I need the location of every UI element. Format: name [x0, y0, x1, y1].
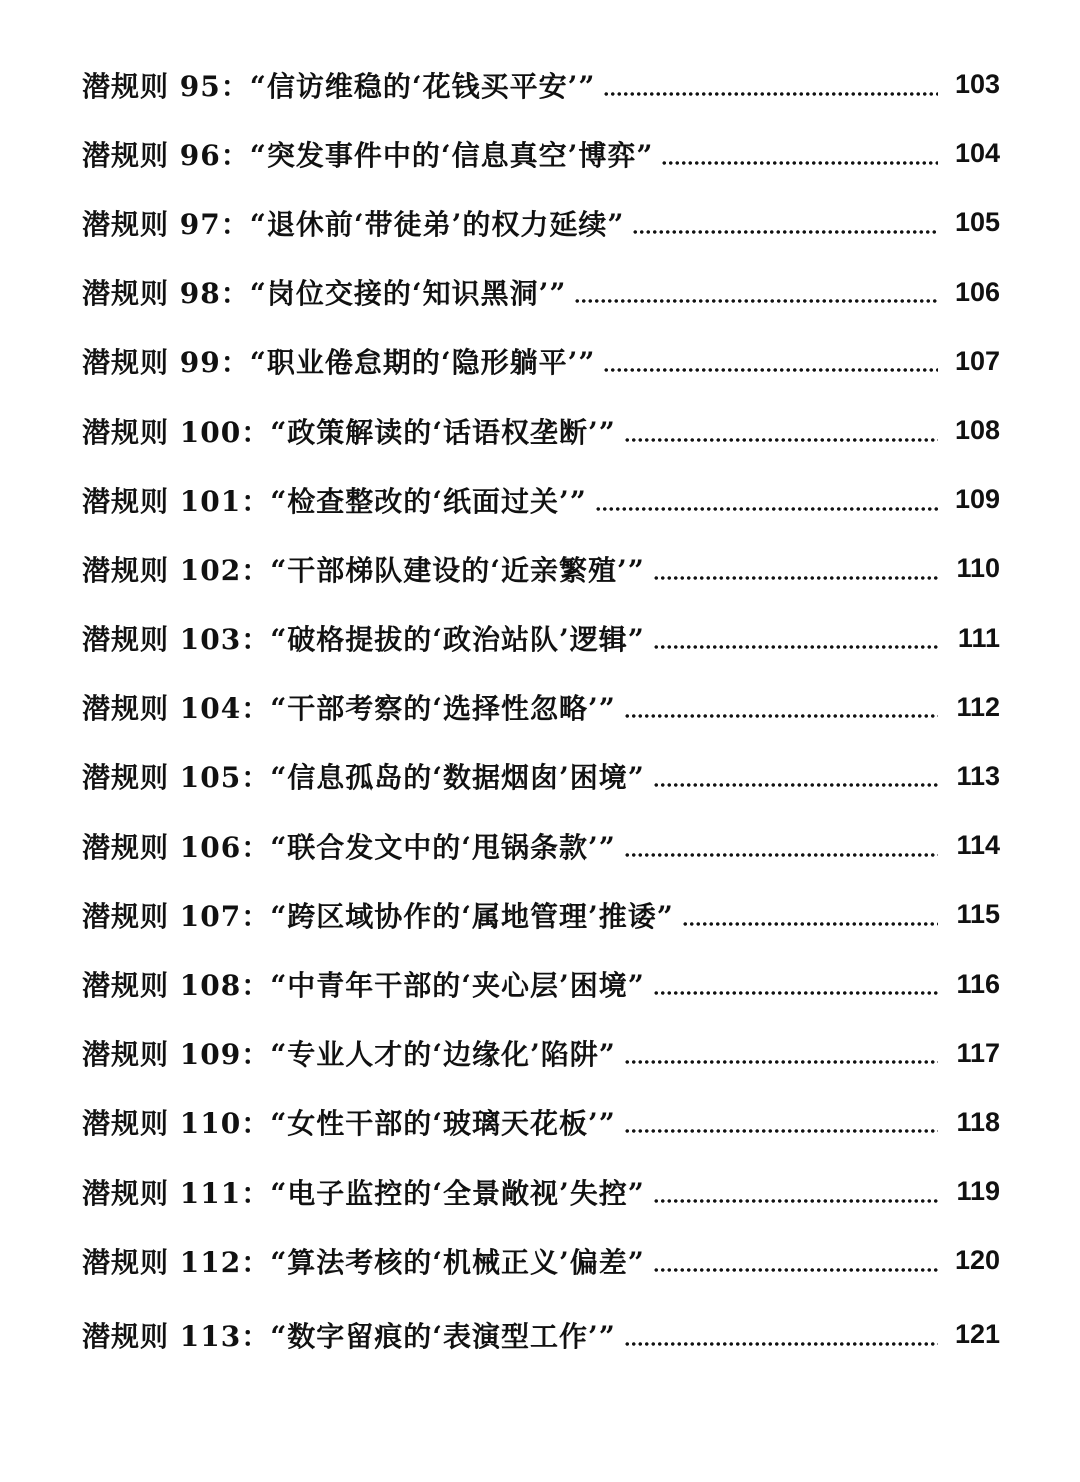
- toc-entry: [82, 604, 1000, 673]
- toc-entry-page: 120: [954, 1245, 1000, 1276]
- dot-leader: [624, 1342, 938, 1346]
- toc-entry: [82, 673, 1000, 742]
- dot-leader: [603, 92, 938, 96]
- toc-entry-page: 117: [956, 1037, 1000, 1068]
- table-of-contents: [82, 50, 1000, 1370]
- toc-entry: [82, 742, 1000, 811]
- dot-leader: [624, 714, 938, 718]
- toc-entry: [82, 396, 1000, 465]
- toc-entry-title: 潜规则 111：“电子监控的‘全景敞视’失控”: [82, 1176, 645, 1210]
- toc-entry-page: 115: [956, 899, 1000, 930]
- toc-entry: [82, 50, 1000, 119]
- toc-entry-page: 113: [956, 760, 1000, 791]
- dot-leader: [624, 853, 938, 857]
- toc-entry-title: 潜规则 109：“专业人才的‘边缘化’陷阱”: [82, 1038, 616, 1072]
- toc-entry: [82, 1157, 1000, 1226]
- dot-leader: [603, 368, 938, 372]
- dot-leader: [624, 1129, 938, 1133]
- dot-leader: [661, 161, 938, 165]
- dot-leader: [653, 991, 938, 995]
- toc-entry-title: 潜规则 95：“信访维稳的‘花钱买平安’”: [82, 69, 596, 103]
- dot-leader: [653, 1268, 938, 1272]
- toc-entry-page: 109: [954, 484, 1000, 515]
- dot-leader: [624, 1060, 938, 1064]
- toc-entry-title: 潜规则 104：“干部考察的‘选择性忽略’”: [82, 692, 616, 726]
- toc-entry-page: 112: [956, 691, 1000, 722]
- toc-entry-title: 潜规则 101：“检查整改的‘纸面过关’”: [82, 484, 587, 518]
- toc-entry-page: 107: [954, 345, 1000, 376]
- dot-leader: [574, 299, 938, 303]
- toc-entry-page: 118: [956, 1106, 1000, 1137]
- toc-entry-title: 潜规则 108：“中青年干部的‘夹心层’困境”: [82, 969, 645, 1003]
- dot-leader: [595, 507, 938, 511]
- dot-leader: [653, 783, 938, 787]
- toc-entry: [82, 1226, 1000, 1295]
- dot-leader: [632, 230, 938, 234]
- toc-entry: [82, 1300, 1000, 1369]
- toc-entry-title: 潜规则 110：“女性干部的‘玻璃天花板’”: [82, 1107, 616, 1141]
- toc-entry-title: 潜规则 112：“算法考核的‘机械正义’偏差”: [82, 1245, 645, 1279]
- toc-entry-title: 潜规则 103：“破格提拔的‘政治站队’逻辑”: [82, 623, 645, 657]
- toc-entry-page: 104: [954, 138, 1000, 169]
- toc-entry-page: 105: [954, 207, 1000, 238]
- toc-entry-title: 潜规则 98：“岗位交接的‘知识黑洞’”: [82, 277, 567, 311]
- toc-entry-page: 103: [954, 69, 1000, 100]
- toc-entry-title: 潜规则 102：“干部梯队建设的‘近亲繁殖’”: [82, 553, 645, 587]
- toc-entry: [82, 1088, 1000, 1157]
- toc-entry-title: 潜规则 105：“信息孤岛的‘数据烟囱’困境”: [82, 761, 645, 795]
- dot-leader: [653, 1199, 938, 1203]
- dot-leader: [653, 576, 938, 580]
- toc-entry-title: 潜规则 107：“跨区域协作的‘属地管理’推诿”: [82, 899, 674, 933]
- toc-entry-page: 110: [956, 553, 1000, 584]
- toc-entry-title: 潜规则 97：“退休前‘带徒弟’的权力延续”: [82, 207, 625, 241]
- toc-entry-page: 119: [956, 1176, 1000, 1207]
- toc-entry-title: 潜规则 96：“突发事件中的‘信息真空’博弈”: [82, 138, 654, 172]
- toc-entry: [82, 880, 1000, 949]
- toc-entry-page: 116: [956, 968, 1000, 999]
- toc-entry: [82, 119, 1000, 188]
- toc-entry: [82, 188, 1000, 257]
- toc-entry-title: 潜规则 99：“职业倦怠期的‘隐形躺平’”: [82, 346, 596, 380]
- toc-entry: [82, 811, 1000, 880]
- toc-entry-page: 114: [956, 830, 1000, 861]
- toc-entry-page: 106: [954, 276, 1000, 307]
- toc-entry-title: 潜规则 100：“政策解读的‘话语权垄断’”: [82, 415, 616, 449]
- toc-entry: [82, 465, 1000, 534]
- toc-entry-title: 潜规则 106：“联合发文中的‘甩锅条款’”: [82, 830, 616, 864]
- toc-entry: [82, 949, 1000, 1018]
- toc-entry: [82, 1019, 1000, 1088]
- toc-entry-page: 121: [954, 1319, 1000, 1350]
- toc-entry: [82, 327, 1000, 396]
- toc-entry: [82, 258, 1000, 327]
- toc-entry-title: 潜规则 113：“数字留痕的‘表演型工作’”: [82, 1319, 616, 1353]
- toc-entry-page: 111: [957, 622, 1000, 653]
- dot-leader: [682, 922, 938, 926]
- toc-entry-page: 108: [954, 415, 1000, 446]
- toc-entry: [82, 534, 1000, 603]
- dot-leader: [653, 645, 938, 649]
- dot-leader: [624, 438, 938, 442]
